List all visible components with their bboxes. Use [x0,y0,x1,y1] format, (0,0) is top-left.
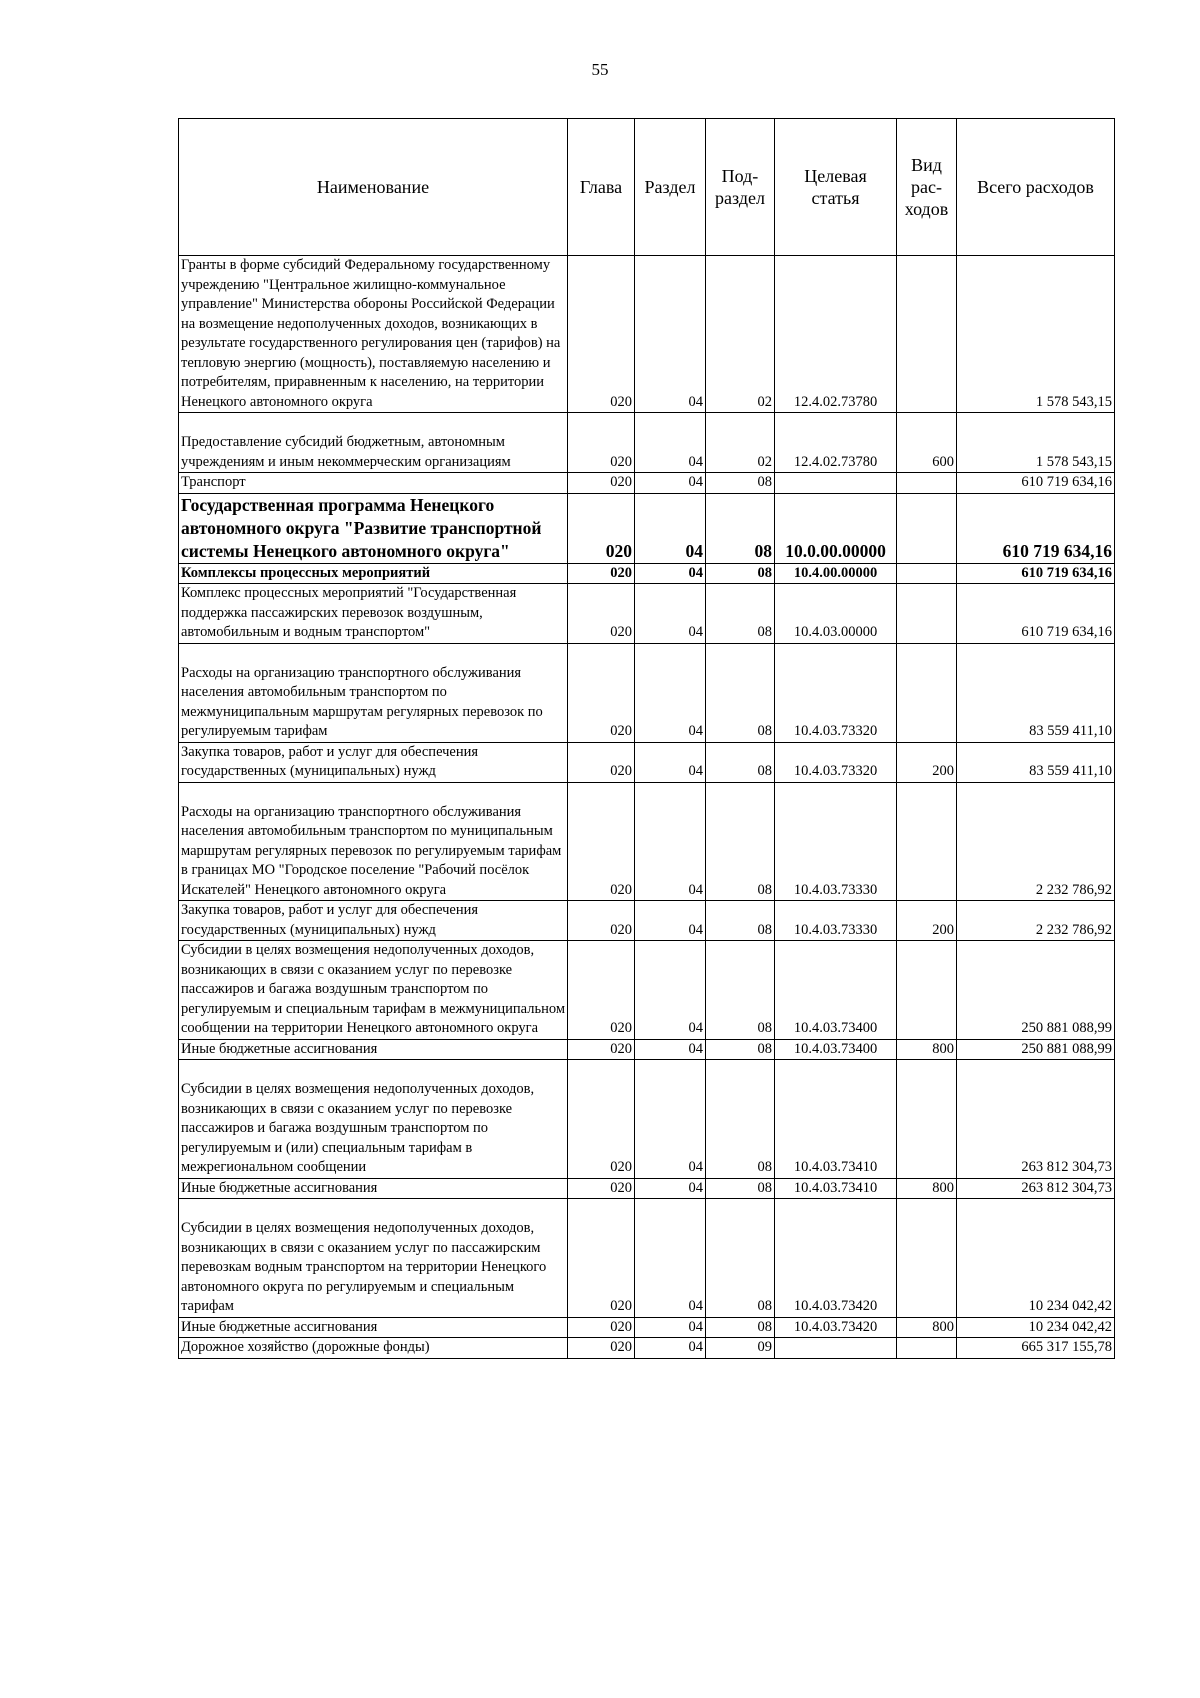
row-name: Предоставление субсидий бюджетным, автономным учреждениям и иным некоммерческим организациям [179,413,568,473]
row-vid [897,643,957,742]
row-target: 12.4.02.73780 [775,413,897,473]
row-razdel: 04 [635,493,706,563]
row-razdel: 04 [635,413,706,473]
table-row [179,1199,1115,1318]
row-podrazdel: 08 [706,643,775,742]
row-podrazdel: 08 [706,563,775,584]
row-total: 2 232 786,92 [957,901,1115,941]
row-target: 10.4.03.73400 [775,941,897,1040]
row-target: 10.4.00.00000 [775,563,897,584]
row-razdel: 04 [635,1338,706,1359]
row-razdel: 04 [635,1060,706,1179]
row-podrazdel: 02 [706,256,775,413]
row-vid: 800 [897,1039,957,1060]
row-target: 12.4.02.73780 [775,256,897,413]
row-name: Расходы на организацию транспортного обслуживания населения автомобильным транспортом по межмуниципальным маршрутам регулярных перевозок по регулируемым тарифам [179,643,568,742]
row-vid [897,1338,957,1359]
table-row [179,1178,1115,1199]
row-target: 10.4.03.73410 [775,1178,897,1199]
row-total: 610 719 634,16 [957,584,1115,644]
row-glava: 020 [568,643,635,742]
header-glava: Глава [568,119,635,256]
row-vid [897,1060,957,1179]
row-podrazdel: 08 [706,1060,775,1179]
row-razdel: 04 [635,1199,706,1318]
table-row [179,1060,1115,1179]
row-vid [897,584,957,644]
row-glava: 020 [568,782,635,901]
row-razdel: 04 [635,1317,706,1338]
row-podrazdel: 08 [706,901,775,941]
row-glava: 020 [568,1060,635,1179]
row-podrazdel: 08 [706,782,775,901]
row-razdel: 04 [635,901,706,941]
row-name: Комплекс процессных мероприятий "Государственная поддержка пассажирских перевозок воздушным, автомобильным и водным транспортом" [179,584,568,644]
row-glava: 020 [568,941,635,1040]
row-razdel: 04 [635,584,706,644]
table-row [179,1039,1115,1060]
row-vid [897,941,957,1040]
row-vid: 800 [897,1317,957,1338]
row-total: 2 232 786,92 [957,782,1115,901]
row-podrazdel: 08 [706,742,775,782]
row-glava: 020 [568,473,635,494]
row-podrazdel: 08 [706,941,775,1040]
row-razdel: 04 [635,563,706,584]
table-row [179,584,1115,644]
row-podrazdel: 09 [706,1338,775,1359]
row-total: 83 559 411,10 [957,643,1115,742]
row-name: Субсидии в целях возмещения недополученных доходов, возникающих в связи с оказанием услуг по перевозке пассажиров и багажа воздушным транспортом по регулируемым и (или) специальным тарифам в межрегиональном сообщении [179,1060,568,1179]
row-total: 10 234 042,42 [957,1199,1115,1318]
row-glava: 020 [568,1178,635,1199]
row-vid: 200 [897,901,957,941]
row-glava: 020 [568,1317,635,1338]
row-glava: 020 [568,1039,635,1060]
row-target: 10.4.03.00000 [775,584,897,644]
header-podrazdel: Под- раздел [706,119,775,256]
table-row [179,493,1115,563]
row-total: 263 812 304,73 [957,1060,1115,1179]
table-row [179,1338,1115,1359]
row-vid: 600 [897,413,957,473]
row-glava: 020 [568,413,635,473]
row-name: Комплексы процессных мероприятий [179,563,568,584]
row-name: Иные бюджетные ассигнования [179,1317,568,1338]
row-vid [897,493,957,563]
row-total: 250 881 088,99 [957,941,1115,1040]
row-target: 10.4.03.73420 [775,1317,897,1338]
table-row [179,901,1115,941]
row-target [775,1338,897,1359]
row-vid [897,1199,957,1318]
row-name: Гранты в форме субсидий Федеральному государственному учреждению "Центральное жилищно-коммунальное управление" Министерства обороны Российской Федерации на возмещение недополученных доходов, возникающих в результате государственного регулирования цен (тарифов) на тепловую энергию (мощность), поставляемую населению и потребителям, приравненным к населению, на территории Ненецкого автономного округа [179,256,568,413]
table-row [179,1317,1115,1338]
row-vid [897,256,957,413]
row-name: Закупка товаров, работ и услуг для обеспечения государственных (муниципальных) нужд [179,742,568,782]
row-target: 10.4.03.73330 [775,901,897,941]
row-vid [897,473,957,494]
row-target [775,473,897,494]
header-name: Наименование [179,119,568,256]
row-name: Закупка товаров, работ и услуг для обеспечения государственных (муниципальных) нужд [179,901,568,941]
row-podrazdel: 08 [706,584,775,644]
row-razdel: 04 [635,1178,706,1199]
table-row [179,413,1115,473]
row-target: 10.4.03.73320 [775,643,897,742]
row-total: 610 719 634,16 [957,473,1115,494]
header-razdel: Раздел [635,119,706,256]
row-glava: 020 [568,256,635,413]
table-row [179,563,1115,584]
budget-table [178,118,1115,1359]
row-name: Субсидии в целях возмещения недополученных доходов, возникающих в связи с оказанием услуг по пассажирским перевозкам водным транспортом на территории Ненецкого автономного округа по регулируемым и специальным тарифам [179,1199,568,1318]
row-vid: 200 [897,742,957,782]
row-podrazdel: 08 [706,493,775,563]
row-podrazdel: 02 [706,413,775,473]
row-name: Иные бюджетные ассигнования [179,1039,568,1060]
row-name: Иные бюджетные ассигнования [179,1178,568,1199]
header-total: Всего расходов [957,119,1115,256]
row-podrazdel: 08 [706,473,775,494]
row-total: 250 881 088,99 [957,1039,1115,1060]
row-vid [897,563,957,584]
table-row [179,782,1115,901]
row-vid [897,782,957,901]
row-glava: 020 [568,742,635,782]
row-glava: 020 [568,563,635,584]
row-glava: 020 [568,901,635,941]
row-total: 610 719 634,16 [957,563,1115,584]
row-razdel: 04 [635,473,706,494]
row-podrazdel: 08 [706,1317,775,1338]
row-total: 83 559 411,10 [957,742,1115,782]
row-target: 10.4.03.73330 [775,782,897,901]
row-name: Субсидии в целях возмещения недополученных доходов, возникающих в связи с оказанием услуг по перевозке пассажиров и багажа воздушным транспортом по регулируемым и специальным тарифам в межмуниципальном сообщении на территории Ненецкого автономного округа [179,941,568,1040]
row-podrazdel: 08 [706,1039,775,1060]
row-target: 10.4.03.73400 [775,1039,897,1060]
row-razdel: 04 [635,941,706,1040]
header-expense-type: Вид рас- ходов [897,119,957,256]
row-name: Дорожное хозяйство (дорожные фонды) [179,1338,568,1359]
table-row [179,742,1115,782]
row-target: 10.4.03.73320 [775,742,897,782]
row-glava: 020 [568,493,635,563]
row-glava: 020 [568,1199,635,1318]
row-total: 665 317 155,78 [957,1338,1115,1359]
row-razdel: 04 [635,1039,706,1060]
row-glava: 020 [568,584,635,644]
row-total: 1 578 543,15 [957,256,1115,413]
row-total: 263 812 304,73 [957,1178,1115,1199]
page-number: 55 [591,60,609,79]
table-row [179,643,1115,742]
row-glava: 020 [568,1338,635,1359]
row-total: 610 719 634,16 [957,493,1115,563]
row-name: Государственная программа Ненецкого автономного округа "Развитие транспортной системы Ненецкого автономного округа" [179,493,568,563]
row-target: 10.4.03.73420 [775,1199,897,1318]
table-row [179,256,1115,413]
row-name: Расходы на организацию транспортного обслуживания населения автомобильным транспортом по муниципальным маршрутам регулярных перевозок по регулируемым тарифам в границах МО "Городское поселение "Рабочий посёлок Искателей" Ненецкого автономного округа [179,782,568,901]
table-row [179,473,1115,494]
row-podrazdel: 08 [706,1178,775,1199]
row-razdel: 04 [635,256,706,413]
table-row [179,941,1115,1040]
row-razdel: 04 [635,643,706,742]
row-total: 10 234 042,42 [957,1317,1115,1338]
table-header-row [179,119,1115,256]
row-name: Транспорт [179,473,568,494]
row-razdel: 04 [635,742,706,782]
row-razdel: 04 [635,782,706,901]
row-target: 10.0.00.00000 [775,493,897,563]
row-total: 1 578 543,15 [957,413,1115,473]
row-vid: 800 [897,1178,957,1199]
row-target: 10.4.03.73410 [775,1060,897,1179]
header-target-article: Целевая статья [775,119,897,256]
row-podrazdel: 08 [706,1199,775,1318]
